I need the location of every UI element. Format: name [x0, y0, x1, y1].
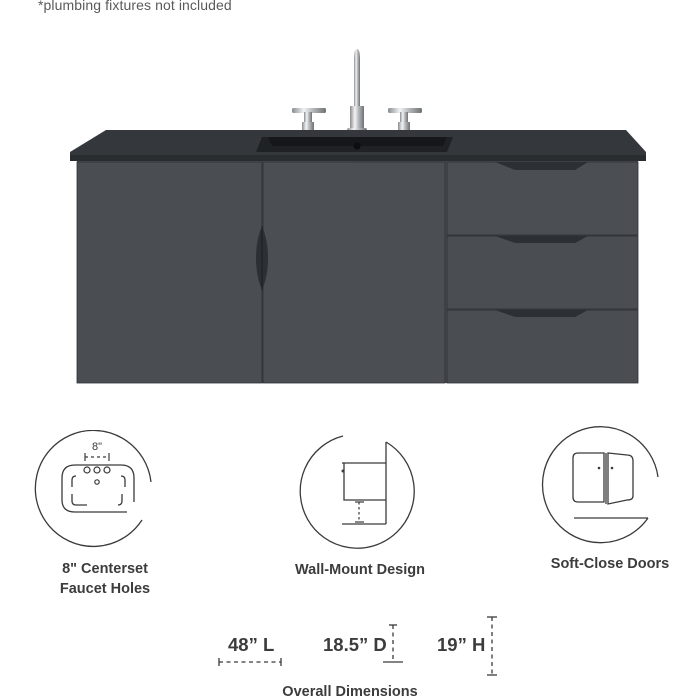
wall-mount-icon: [280, 430, 440, 550]
depth-dimension-line: [381, 622, 405, 666]
soft-close-doors-icon: [530, 420, 690, 545]
feature-centerset: [30, 430, 180, 599]
feature-label: Wall-Mount Design: [295, 562, 425, 578]
cabinet: [77, 161, 638, 383]
dimension-length: 48” L: [228, 634, 275, 655]
dimension-depth: 18.5” D: [323, 634, 387, 655]
dimension-height: 19” H: [437, 634, 486, 655]
length-dimension-line: [216, 656, 286, 668]
dimensions-caption: Overall Dimensions: [282, 684, 418, 700]
feature-label: Soft-Close Doors: [550, 556, 670, 572]
countertop: [70, 130, 646, 161]
plumbing-note: *plumbing fixtures not included: [38, 0, 232, 13]
feature-label-line1: 8" Centerset: [62, 561, 148, 577]
height-dimension-line: [484, 614, 500, 678]
faucet-icon: [292, 49, 422, 136]
cabinet-door-right: [263, 162, 445, 383]
drawer-3: [447, 310, 638, 383]
icon-text: 8": [91, 441, 103, 453]
feature-wall-mount: [280, 430, 440, 580]
feature-soft-close: [530, 420, 690, 574]
drawer-2: [447, 236, 638, 309]
feature-label-line2: Faucet Holes: [59, 581, 151, 597]
cabinet-door-left: [77, 162, 262, 383]
sink-faucet-holes-icon: [30, 430, 180, 550]
drawer-1: [447, 162, 638, 235]
